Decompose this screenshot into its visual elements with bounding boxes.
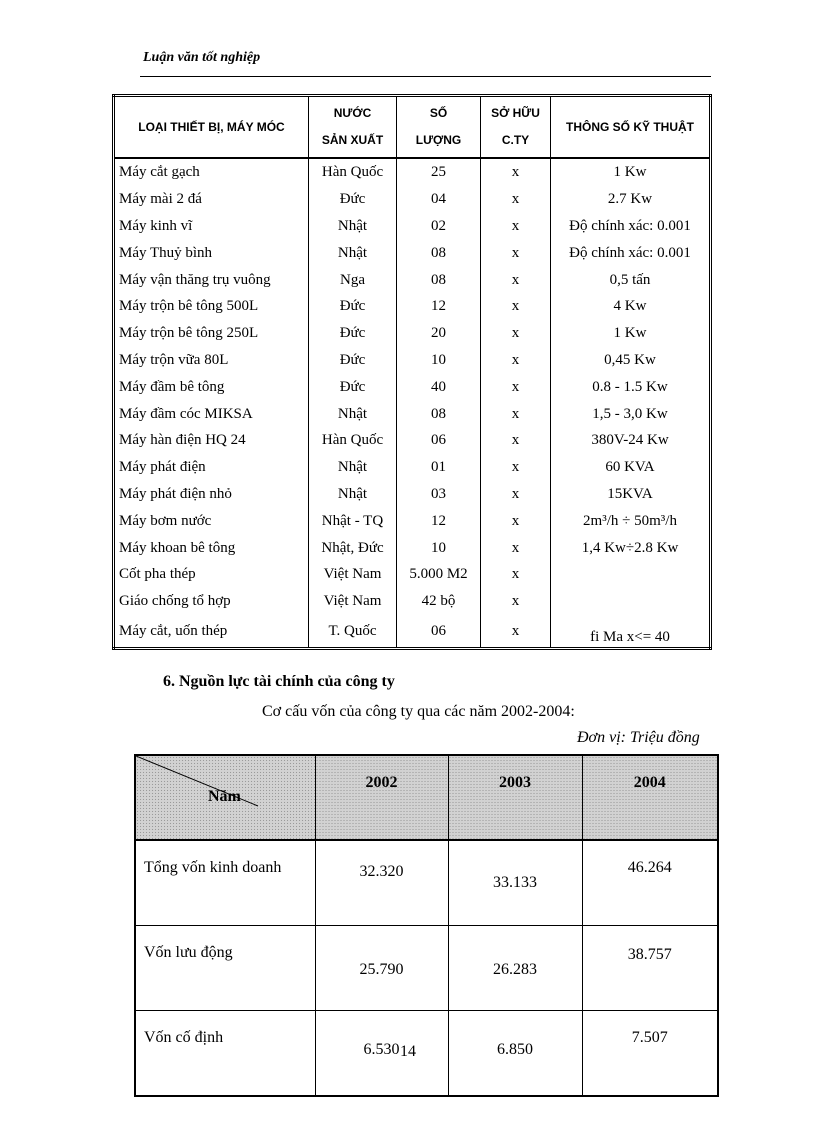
cell-name: Máy hàn điện HQ 24 xyxy=(114,427,309,454)
cell-owned: x xyxy=(481,239,551,266)
equipment-header-row xyxy=(114,96,711,159)
cell-name: Máy kinh vĩ xyxy=(114,213,309,240)
equipment-row xyxy=(114,427,711,454)
year-header-2002: 2002 xyxy=(315,755,448,840)
unit-note: Đơn vị: Triệu đồng xyxy=(577,729,700,746)
cell-spec: 2m³/h ÷ 50m³/h xyxy=(551,507,711,534)
equipment-row xyxy=(114,186,711,213)
cell-quantity: 20 xyxy=(397,320,481,347)
row-label: Tổng vốn kinh doanh xyxy=(135,840,315,926)
cell-spec xyxy=(551,561,711,588)
cell-quantity: 02 xyxy=(397,213,481,240)
equipment-row xyxy=(114,158,711,186)
header-ownership: SỞ HỮU C.TY xyxy=(481,96,551,159)
equipment-row xyxy=(114,561,711,588)
page-number: 14 xyxy=(400,1043,416,1060)
finance-row xyxy=(135,926,718,1011)
header-rule xyxy=(140,76,711,77)
cell-owned: x xyxy=(481,266,551,293)
cell-owned: x xyxy=(481,186,551,213)
cell-quantity: 12 xyxy=(397,293,481,320)
cell-spec: 2.7 Kw xyxy=(551,186,711,213)
value-cell xyxy=(315,840,448,926)
cell-quantity: 25 xyxy=(397,158,481,186)
equipment-row xyxy=(114,454,711,481)
value: 25.790 xyxy=(359,961,404,978)
table-caption: Cơ cấu vốn của công ty qua các năm 2002-2004: xyxy=(262,703,575,720)
cell-name: Máy bơm nước xyxy=(114,507,309,534)
cell-origin: Việt Nam xyxy=(309,588,397,615)
cell-quantity: 06 xyxy=(397,427,481,454)
value-cell xyxy=(315,1011,448,1097)
value: 6.850 xyxy=(497,1041,533,1058)
cell-name: Máy phát điện nhỏ xyxy=(114,481,309,508)
value-cell xyxy=(315,926,448,1011)
cell-origin: Đức xyxy=(309,347,397,374)
cell-quantity: 01 xyxy=(397,454,481,481)
cell-spec: 380V-24 Kw xyxy=(551,427,711,454)
cell-quantity: 5.000 M2 xyxy=(397,561,481,588)
cell-name: Máy trộn bê tông 500L xyxy=(114,293,309,320)
cell-owned: x xyxy=(481,615,551,649)
cell-origin: Nhật xyxy=(309,400,397,427)
cell-spec: Độ chính xác: 0.001 xyxy=(551,239,711,266)
value: 7.507 xyxy=(631,1029,668,1046)
cell-quantity: 10 xyxy=(397,347,481,374)
capital-structure-table xyxy=(134,754,719,1097)
row-label: Vốn lưu động xyxy=(135,926,315,1011)
cell-owned: x xyxy=(481,400,551,427)
cell-spec: 0,5 tấn xyxy=(551,266,711,293)
value-cell xyxy=(448,1011,582,1097)
value-cell xyxy=(582,926,718,1011)
corner-label: Năm xyxy=(208,788,241,805)
cell-name: Cốt pha thép xyxy=(114,561,309,588)
cell-name: Máy trộn vữa 80L xyxy=(114,347,309,374)
cell-quantity: 04 xyxy=(397,186,481,213)
value: 33.133 xyxy=(493,874,537,891)
cell-name: Máy cắt gạch xyxy=(114,158,309,186)
header-title: Luận văn tốt nghiệp xyxy=(143,50,261,65)
cell-spec: 1,4 Kw÷2.8 Kw xyxy=(551,534,711,561)
cell-owned: x xyxy=(481,481,551,508)
cell-origin: Nhật xyxy=(309,481,397,508)
value-cell xyxy=(582,1011,718,1097)
cell-spec: 4 Kw xyxy=(551,293,711,320)
cell-quantity: 12 xyxy=(397,507,481,534)
cell-name: Máy phát điện xyxy=(114,454,309,481)
cell-owned: x xyxy=(481,320,551,347)
cell-origin: Nhật - TQ xyxy=(309,507,397,534)
cell-spec: 1,5 - 3,0 Kw xyxy=(551,400,711,427)
cell-quantity: 08 xyxy=(397,400,481,427)
value-cell xyxy=(582,840,718,926)
cell-quantity: 10 xyxy=(397,534,481,561)
year-header-2004: 2004 xyxy=(582,755,718,840)
cell-name: Máy khoan bê tông xyxy=(114,534,309,561)
value: 26.283 xyxy=(493,961,537,978)
value: 46.264 xyxy=(627,859,672,876)
cell-quantity: 40 xyxy=(397,373,481,400)
value: 32.320 xyxy=(359,863,404,880)
cell-owned: x xyxy=(481,561,551,588)
cell-origin: Đức xyxy=(309,373,397,400)
cell-quantity: 08 xyxy=(397,239,481,266)
year-header-2003: 2003 xyxy=(448,755,582,840)
cell-owned: x xyxy=(481,588,551,615)
equipment-row xyxy=(114,266,711,293)
cell-spec: Độ chính xác: 0.001 xyxy=(551,213,711,240)
corner-cell xyxy=(135,755,315,840)
cell-name: Máy đầm bê tông xyxy=(114,373,309,400)
cell-origin: Hàn Quốc xyxy=(309,427,397,454)
finance-row xyxy=(135,840,718,926)
finance-row xyxy=(135,1011,718,1097)
header-equipment-type: LOẠI THIẾT BỊ, MÁY MÓC xyxy=(114,96,309,159)
cell-quantity: 03 xyxy=(397,481,481,508)
cell-origin: Đức xyxy=(309,320,397,347)
cell-owned: x xyxy=(481,158,551,186)
cell-origin: Nhật xyxy=(309,213,397,240)
equipment-row xyxy=(114,615,711,649)
equipment-row xyxy=(114,507,711,534)
cell-name: Máy mài 2 đá xyxy=(114,186,309,213)
finance-header-row xyxy=(135,755,718,840)
cell-origin: Nga xyxy=(309,266,397,293)
cell-spec: 1 Kw xyxy=(551,320,711,347)
cell-name: Máy cắt, uốn thép xyxy=(114,615,309,649)
cell-name: Máy Thuỷ bình xyxy=(114,239,309,266)
cell-owned: x xyxy=(481,293,551,320)
value-cell xyxy=(448,926,582,1011)
cell-origin: Việt Nam xyxy=(309,561,397,588)
cell-spec: 0.8 - 1.5 Kw xyxy=(551,373,711,400)
cell-spec: fi Ma x<= 40 xyxy=(551,615,711,649)
header-quantity: SỐ LƯỢNG xyxy=(397,96,481,159)
cell-origin: Nhật xyxy=(309,454,397,481)
cell-spec: 60 KVA xyxy=(551,454,711,481)
header-origin: NƯỚC SẢN XUẤT xyxy=(309,96,397,159)
cell-spec: 1 Kw xyxy=(551,158,711,186)
equipment-row xyxy=(114,534,711,561)
cell-owned: x xyxy=(481,454,551,481)
value: 38.757 xyxy=(627,946,672,963)
equipment-row xyxy=(114,239,711,266)
cell-origin: T. Quốc xyxy=(309,615,397,649)
value: 6.530 xyxy=(363,1041,400,1058)
cell-name: Giáo chống tổ hợp xyxy=(114,588,309,615)
cell-quantity: 06 xyxy=(397,615,481,649)
cell-spec: 15KVA xyxy=(551,481,711,508)
cell-owned: x xyxy=(481,373,551,400)
equipment-table xyxy=(112,94,712,650)
cell-name: Máy đầm cóc MIKSA xyxy=(114,400,309,427)
row-label: Vốn cố định xyxy=(135,1011,315,1097)
section-title: 6. Nguồn lực tài chính của công ty xyxy=(163,673,395,690)
cell-origin: Hàn Quốc xyxy=(309,158,397,186)
cell-origin: Đức xyxy=(309,293,397,320)
cell-spec xyxy=(551,588,711,615)
cell-origin: Nhật, Đức xyxy=(309,534,397,561)
cell-origin: Đức xyxy=(309,186,397,213)
equipment-row xyxy=(114,347,711,374)
header-specification: THÔNG SỐ KỸ THUẬT xyxy=(551,96,711,159)
equipment-row xyxy=(114,293,711,320)
cell-owned: x xyxy=(481,534,551,561)
cell-quantity: 08 xyxy=(397,266,481,293)
equipment-row xyxy=(114,213,711,240)
equipment-row xyxy=(114,588,711,615)
value-cell xyxy=(448,840,582,926)
cell-owned: x xyxy=(481,347,551,374)
equipment-row xyxy=(114,320,711,347)
equipment-row xyxy=(114,400,711,427)
cell-name: Máy vận thăng trụ vuông xyxy=(114,266,309,293)
cell-owned: x xyxy=(481,213,551,240)
equipment-row xyxy=(114,373,711,400)
cell-owned: x xyxy=(481,507,551,534)
cell-spec: 0,45 Kw xyxy=(551,347,711,374)
cell-owned: x xyxy=(481,427,551,454)
cell-name: Máy trộn bê tông 250L xyxy=(114,320,309,347)
cell-quantity: 42 bộ xyxy=(397,588,481,615)
cell-origin: Nhật xyxy=(309,239,397,266)
equipment-row xyxy=(114,481,711,508)
